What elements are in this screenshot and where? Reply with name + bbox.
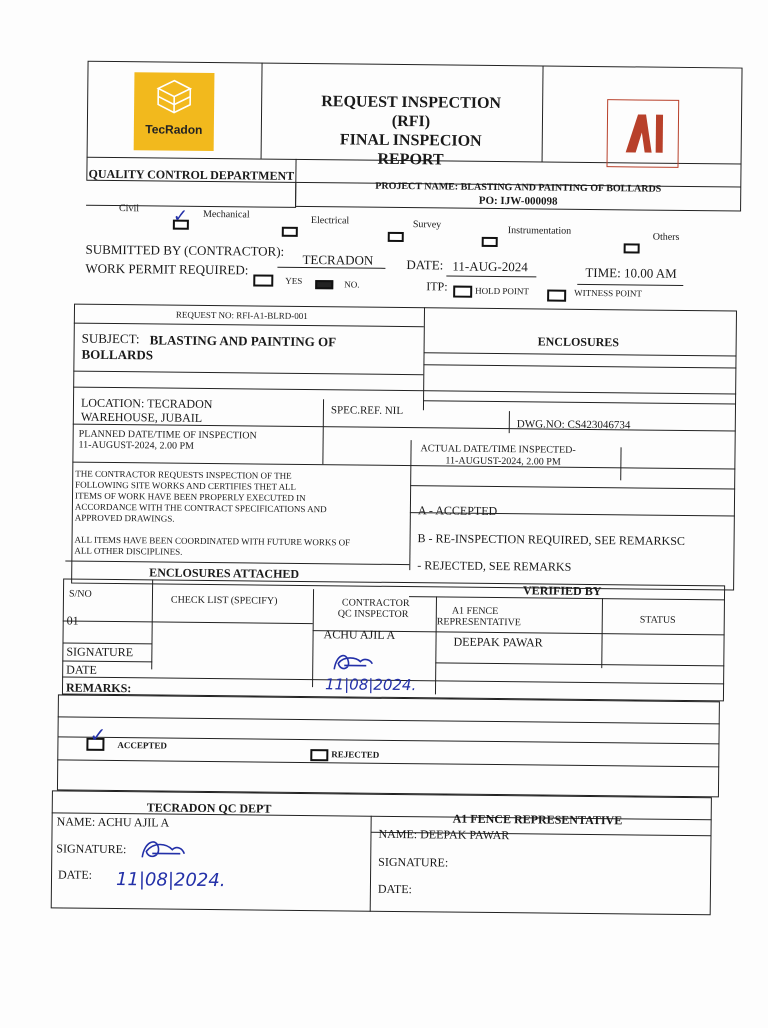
title-line-3: FINAL INSPECION <box>339 131 482 150</box>
accepted-check-mark-icon: ✓ <box>89 722 107 747</box>
actual-value: 11-AUGUST-2024, 2.00 PM <box>445 455 561 468</box>
electrical-checkbox[interactable] <box>388 232 404 242</box>
instrumentation-checkbox[interactable] <box>624 243 640 253</box>
title-line-1: REQUEST INSPECTION <box>321 93 502 113</box>
tecradon-qc-title: TECRADON QC DEPT <box>146 800 272 816</box>
col-contractor-line-2: QC INSPECTOR <box>337 608 409 621</box>
statement-line-3: ITEMS OF WORK HAVE BEEN PROPERLY EXECUTED IN <box>74 490 306 504</box>
submitted-by-label: SUBMITTED BY (CONTRACTOR): <box>85 241 285 259</box>
witness-point-checkbox[interactable] <box>547 290 566 302</box>
col-checklist: CHECK LIST (SPECIFY) <box>170 594 278 607</box>
statement-line-5: APPROVED DRAWINGS. <box>74 512 175 524</box>
spec-ref: SPEC.REF. NIL <box>330 404 404 418</box>
planned-label: PLANNED DATE/TIME OF INSPECTION <box>78 428 257 442</box>
check-mark-icon: ✓ <box>172 205 189 227</box>
hold-point-checkbox[interactable] <box>453 286 472 298</box>
discipline-mechanical: Mechanical <box>202 208 250 221</box>
itp-label: ITP: <box>426 279 448 294</box>
handwritten-date: 11|08|2024. <box>324 675 417 695</box>
survey-checkbox[interactable] <box>482 237 498 247</box>
work-permit-label: WORK PERMIT REQUIRED: <box>85 260 249 278</box>
po-number: PO: IJW-000098 <box>478 194 558 208</box>
left-handwritten-date: 11|08|2024. <box>115 869 226 892</box>
col-rep-line-2: REPRESENTATIVE <box>436 616 521 629</box>
row-number: 01 <box>66 613 79 628</box>
right-date-label: DATE: <box>377 881 412 897</box>
discipline-instrumentation: Instrumentation <box>507 225 572 237</box>
left-signature-label: SIGNATURE: <box>56 841 127 857</box>
discipline-civil: Civil <box>118 203 140 215</box>
statement-line-1: THE CONTRACTOR REQUESTS INSPECTION OF THE <box>75 468 292 481</box>
a1-mark-icon <box>608 100 678 166</box>
witness-point-label: WITNESS POINT <box>574 287 642 299</box>
subject-label: SUBJECT: <box>81 330 140 347</box>
title-line-2: (RFI) <box>391 112 431 131</box>
rejected-label: REJECTED <box>331 749 380 760</box>
status-accepted: A - ACCEPTED <box>417 503 498 519</box>
date-label: DATE: <box>406 257 444 273</box>
coordination-line-1: ALL ITEMS HAVE BEEN COORDINATED WITH FUTURE WORKS OF <box>74 534 351 548</box>
verified-by-header: VERIFIED BY <box>522 583 602 599</box>
enclosures-header: ENCLOSURES <box>537 334 620 350</box>
actual-label: ACTUAL DATE/TIME INSPECTED- <box>420 443 576 456</box>
date-value: 11-AUG-2024 <box>452 258 528 275</box>
date-row-label: DATE <box>66 662 97 677</box>
permit-yes-checkbox[interactable] <box>253 274 273 286</box>
mechanical-checkbox[interactable] <box>282 227 298 237</box>
rep-name: DEEPAK PAWAR <box>453 634 543 650</box>
status-reinspection: B - RE-INSPECTION REQUIRED, SEE REMARKSC <box>417 531 686 548</box>
contractor-name: ACHU AJIL A <box>323 627 396 642</box>
coordination-line-2: ALL OTHER DISCIPLINES. <box>74 545 183 557</box>
right-signature-label: SIGNATURE: <box>378 854 449 870</box>
subject-line-1: BLASTING AND PAINTING OF <box>149 332 337 350</box>
cube-stack-icon <box>134 72 215 123</box>
project-name: PROJECT NAME: BLASTING AND PAINTING OF BOLLARDS <box>375 180 662 195</box>
accepted-label: ACCEPTED <box>117 740 167 751</box>
location-line-2: WAREHOUSE, JUBAIL <box>80 409 203 425</box>
status-rejected: - REJECTED, SEE REMARKS <box>417 558 572 574</box>
statement-line-4: ACCORDANCE WITH THE CONTRACT SPECIFICATIONS AND <box>74 501 327 515</box>
title-line-4: REPORT <box>377 150 444 169</box>
enclosures-attached-header: ENCLOSURES ATTACHED <box>149 565 300 581</box>
contractor-signature <box>326 649 376 678</box>
permit-no-label: NO. <box>344 279 360 290</box>
col-rep-line-1: A1 FENCE <box>451 605 499 618</box>
discipline-survey: Survey <box>412 219 442 231</box>
a1-logo <box>606 99 679 168</box>
logo-text: TecRadon <box>145 122 203 137</box>
statement-line-2: FOLLOWING SITE WORKS AND CERTIFIES THET ALL <box>75 479 297 492</box>
col-status: STATUS <box>639 614 676 626</box>
left-date-label: DATE: <box>57 867 93 882</box>
a1-rep-title: A1 FENCE REPRESENTATIVE <box>452 811 623 828</box>
permit-no-checkbox[interactable] <box>315 280 333 289</box>
rejected-checkbox[interactable] <box>310 749 328 761</box>
location-line-1: LOCATION: TECRADON <box>80 395 213 412</box>
time-value: TIME: 10.00 AM <box>585 264 677 281</box>
left-name: NAME: ACHU AJIL A <box>56 814 170 830</box>
submitted-by-value: TECRADON <box>302 251 374 268</box>
signature-label: SIGNATURE <box>66 644 134 660</box>
permit-yes-label: YES <box>285 275 303 286</box>
remarks-label: REMARKS: <box>65 680 132 696</box>
department: QUALITY CONTROL DEPARTMENT <box>88 166 295 183</box>
request-number: REQUEST NO: RFI-A1-BLRD-001 <box>175 309 308 322</box>
subject-line-2: BOLLARDS <box>81 346 154 363</box>
dwg-number: DWG.NO: CS423046734 <box>516 418 631 432</box>
col-contractor-line-1: CONTRACTOR <box>341 597 410 610</box>
tecradon-logo <box>134 72 215 151</box>
planned-value: 11-AUGUST-2024, 2.00 PM <box>78 439 194 452</box>
left-signature <box>136 835 188 866</box>
col-sno: S/NO <box>68 588 92 600</box>
discipline-electrical: Electrical <box>310 215 350 227</box>
discipline-others: Others <box>652 231 680 243</box>
right-name: NAME: DEEPAK PAWAR <box>378 826 510 843</box>
hold-point-label: HOLD POINT <box>475 285 529 297</box>
